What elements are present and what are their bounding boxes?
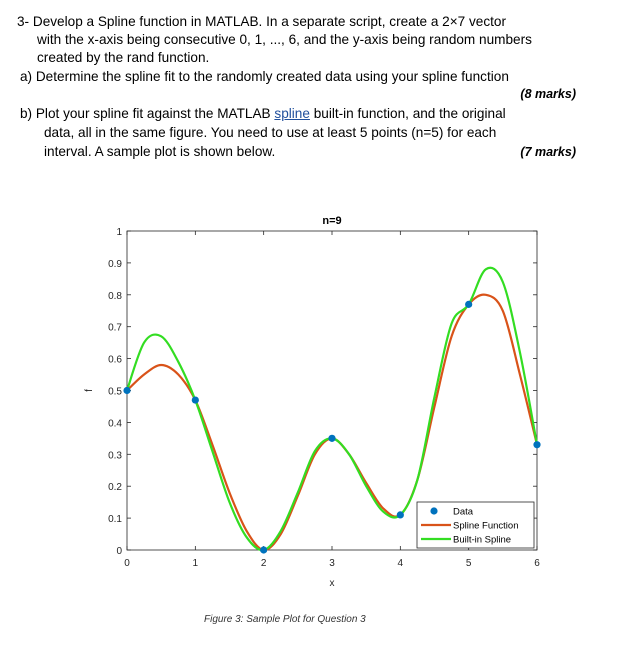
figure-caption: Figure 3: Sample Plot for Question 3 [204, 614, 366, 625]
y-tick-label: 0.1 [108, 514, 122, 526]
question-intro-line-2: with the x-axis being consecutive 0, 1, ..., 6, and the y-axis being random numbers [37, 32, 532, 47]
x-tick-label: 3 [329, 558, 335, 569]
data-point [123, 387, 130, 394]
spline-link[interactable]: spline [274, 106, 310, 121]
legend-marker-data [430, 507, 437, 514]
part-b-line-3: interval. A sample plot is shown below. [44, 144, 276, 159]
data-point [260, 546, 267, 553]
part-a-text: a) Determine the spline fit to the randomly created data using your spline function [20, 69, 509, 84]
part-b-marks: (7 marks) [520, 145, 576, 159]
data-point [397, 511, 404, 518]
question-number: 3- [17, 14, 30, 29]
x-tick-label: 1 [192, 558, 199, 569]
x-axis-label: x [329, 578, 335, 589]
y-tick-label: 0.2 [108, 482, 122, 494]
legend-label: Spline Function [453, 520, 519, 532]
x-tick-label: 0 [124, 558, 130, 569]
data-point [192, 396, 199, 403]
y-tick-label: 0.4 [108, 418, 122, 430]
y-tick-label: 0.3 [108, 450, 122, 462]
part-b-line-2: data, all in the same figure. You need to use at least 5 points (n=5) for each [44, 125, 497, 140]
x-tick-label: 6 [534, 558, 540, 569]
y-tick-label: 0.9 [108, 258, 122, 270]
data-point [328, 435, 335, 442]
y-tick-label: 0 [116, 546, 122, 557]
y-axis-label: f [84, 389, 95, 392]
part-b-line-1-pre: b) Plot your spline fit against the MATLAB [20, 106, 271, 121]
question-intro-line-3: created by the rand function. [37, 50, 210, 65]
y-tick-label: 0.8 [108, 290, 122, 302]
part-b-line-1-post: built-in function, and the original [313, 106, 506, 121]
question-intro-text-1: Develop a Spline function in MATLAB. In a separate script, create a 2×7 vector [32, 14, 507, 29]
data-point [465, 301, 472, 308]
y-tick-label: 0.7 [108, 322, 122, 334]
y-tick-label: 1 [116, 227, 122, 238]
chart-title: n=9 [322, 215, 342, 227]
x-tick-label: 2 [260, 558, 267, 569]
x-tick-label: 4 [397, 558, 404, 569]
part-a-marks: (8 marks) [520, 87, 576, 101]
legend-label: Data [453, 506, 474, 518]
data-point [533, 441, 540, 448]
legend-label: Built-in Spline [453, 534, 512, 546]
x-tick-label: 5 [465, 558, 472, 569]
y-tick-label: 0.5 [108, 386, 122, 398]
y-tick-label: 0.6 [108, 354, 122, 366]
